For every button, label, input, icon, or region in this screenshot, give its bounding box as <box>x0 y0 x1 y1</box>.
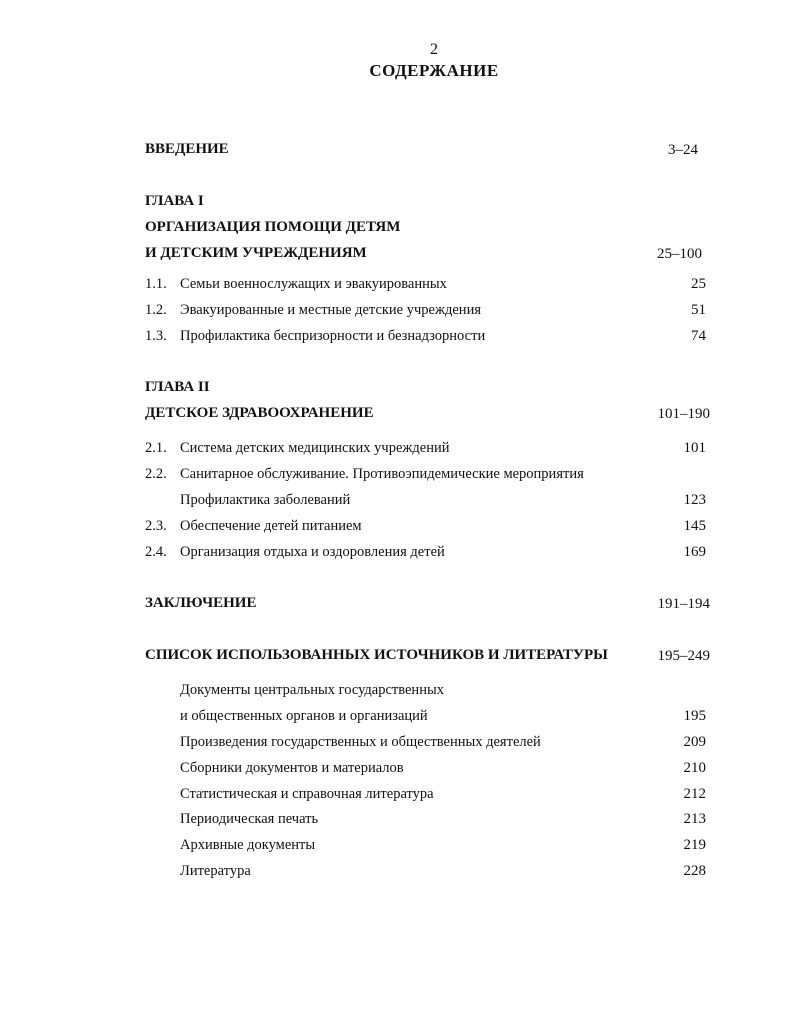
toc-intro-pages: 3–24 <box>668 142 698 158</box>
source-page: 209 <box>683 734 706 750</box>
toc-sources-pages: 195–249 <box>657 648 710 664</box>
chapter2-title: ДЕТСКОЕ ЗДРАВООХРАНЕНИЕ <box>145 405 374 421</box>
section-title: Организация отдыха и оздоровления детей <box>180 544 445 560</box>
section-title: Система детских медицинских учреждений <box>180 440 450 456</box>
source-page: 213 <box>683 811 706 827</box>
chapter2-pages: 101–190 <box>657 406 710 422</box>
section-title-continued: Профилактика заболеваний <box>180 492 351 508</box>
chapter1-pages: 25–100 <box>657 246 702 262</box>
chapter1-title-line2: И ДЕТСКИМ УЧРЕЖДЕНИЯМ <box>145 245 367 261</box>
toc-sources-label: СПИСОК ИСПОЛЬЗОВАННЫХ ИСТОЧНИКОВ И ЛИТЕРАТУРЫ <box>145 647 608 663</box>
section-page: 169 <box>683 544 706 560</box>
source-title: Архивные документы <box>180 837 316 853</box>
section-number: 1.1. <box>145 276 167 292</box>
chapter2-heading: ГЛАВА II <box>145 379 210 395</box>
section-page: 101 <box>683 440 706 456</box>
page-number: 2 <box>430 41 438 58</box>
section-title: Санитарное обслуживание. Противоэпидемические мероприятия <box>180 466 584 482</box>
source-page: 228 <box>683 863 706 879</box>
page-title: СОДЕРЖАНИЕ <box>369 61 499 80</box>
section-number: 1.3. <box>145 328 167 344</box>
source-page: 219 <box>683 837 706 853</box>
section-title: Эвакуированные и местные детские учреждения <box>180 302 481 318</box>
section-page: 123 <box>683 492 706 508</box>
section-page: 51 <box>691 302 706 318</box>
source-page: 210 <box>683 760 706 776</box>
section-page: 74 <box>691 328 706 344</box>
section-title: Профилактика беспризорности и безнадзорности <box>180 328 486 344</box>
section-number: 2.4. <box>145 544 167 560</box>
section-title: Обеспечение детей питанием <box>180 518 362 534</box>
source-title: Статистическая и справочная литература <box>180 786 434 802</box>
chapter1-title-line1: ОРГАНИЗАЦИЯ ПОМОЩИ ДЕТЯМ <box>145 219 401 235</box>
toc-conclusion-pages: 191–194 <box>657 596 710 612</box>
source-title-continued: и общественных органов и организаций <box>180 708 428 724</box>
source-title: Документы центральных государственных <box>180 682 444 698</box>
section-page: 145 <box>683 518 706 534</box>
section-number: 2.1. <box>145 440 167 456</box>
section-number: 1.2. <box>145 302 167 318</box>
toc-conclusion-label: ЗАКЛЮЧЕНИЕ <box>145 595 257 611</box>
source-title: Сборники документов и материалов <box>180 760 404 776</box>
section-number: 2.3. <box>145 518 167 534</box>
chapter1-heading: ГЛАВА I <box>145 193 204 209</box>
section-number: 2.2. <box>145 466 167 482</box>
section-page: 25 <box>691 276 706 292</box>
source-title: Произведения государственных и общественных деятелей <box>180 734 541 750</box>
source-page: 212 <box>683 786 706 802</box>
source-title: Периодическая печать <box>180 811 319 827</box>
source-page: 195 <box>683 708 706 724</box>
section-title: Семьи военнослужащих и эвакуированных <box>180 276 447 292</box>
source-title: Литература <box>180 863 251 879</box>
toc-intro-label: ВВЕДЕНИЕ <box>145 141 229 157</box>
